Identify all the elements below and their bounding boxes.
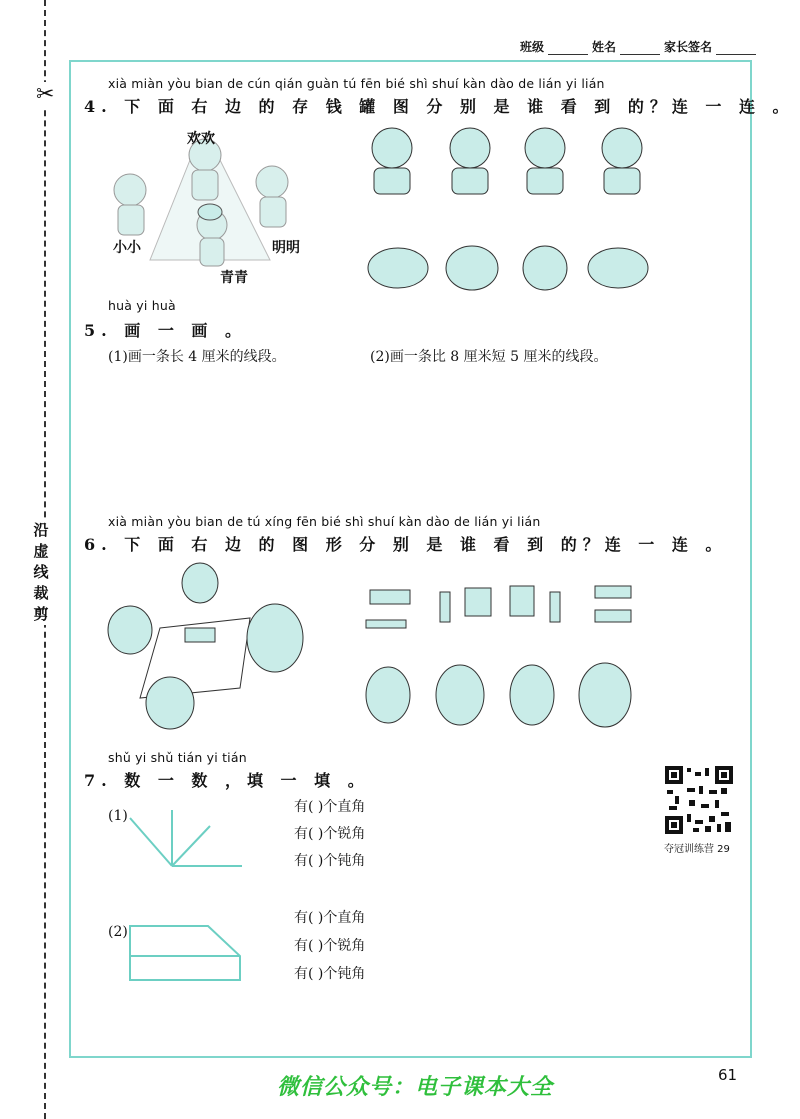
q7-p2-right-angles: 有( )个直角 [294,910,366,926]
q7-part2-label: (2) [108,924,128,940]
qr-code-icon[interactable] [665,766,733,834]
name-blank[interactable] [620,42,660,55]
q7-p1-obtuse-angles: 有( )个钝角 [294,853,366,869]
parent-sign-blank[interactable] [716,42,756,55]
q5-task2: (2)画一条比 8 厘米短 5 厘米的线段。 [370,349,608,365]
page-number: 61 [718,1066,738,1084]
name-qingqing: 青青 [220,270,248,286]
parent-sign-label: 家长签名 [663,40,712,54]
qr-caption: 夺冠训练营 29 [664,844,730,855]
q6-scene [100,558,315,738]
q4-piggybanks-row [360,240,660,295]
q7-pinyin: shǔ yi shǔ tián yi tián [108,750,247,765]
class-blank[interactable] [548,42,588,55]
q7-p1-acute-angles: 有( )个锐角 [294,826,366,842]
q7-figure1 [128,808,248,878]
name-xiaoxiao: 小小 [113,240,141,256]
q6-text: 6. 下 面 右 边 的 图 形 分 别 是 谁 看 到 的？连 一 连 。 [84,535,728,554]
q6-pinyin: xià miàn yòu bian de tú xíng fēn bié shì shuí kàn dào de lián yi lián [108,514,541,529]
q7-p1-right-angles: 有( )个直角 [294,799,366,815]
q7-figure2 [128,922,248,984]
q7-p2-obtuse-angles: 有( )个钝角 [294,966,366,982]
q5-pinyin: huà yi huà [108,298,176,313]
q7-text: 7. 数 一 数 ，填 一 填 。 [84,771,370,790]
q4-pinyin: xià miàn yòu bian de cún qián guàn tú fēn bié shì shuí kàn dào de lián yi lián [108,76,605,91]
q4-text: 4. 下 面 右 边 的 存 钱 罐 图 分 别 是 谁 看 到 的？连 一 连 。 [84,97,795,116]
cut-instruction: 沿虚线裁剪 [28,520,54,625]
name-mingming: 明明 [272,240,300,256]
class-label: 班级 [519,40,544,54]
scissors-icon: ✂ [36,82,55,107]
q6-animals-row [360,655,650,735]
q5-text: 5. 画 一 画 。 [84,321,247,340]
q7-p2-acute-angles: 有( )个锐角 [294,938,366,954]
watermark: 微信公众号：电子课本大全 [277,1075,554,1100]
name-huanhuan: 欢欢 [187,131,215,147]
name-label: 姓名 [591,40,616,54]
q5-task1: (1)画一条长 4 厘米的线段。 [108,349,286,365]
q7-part1-label: (1) [108,808,128,824]
q6-shapes-row [360,578,650,638]
q4-children-row [360,120,660,200]
header-fields [520,38,756,55]
